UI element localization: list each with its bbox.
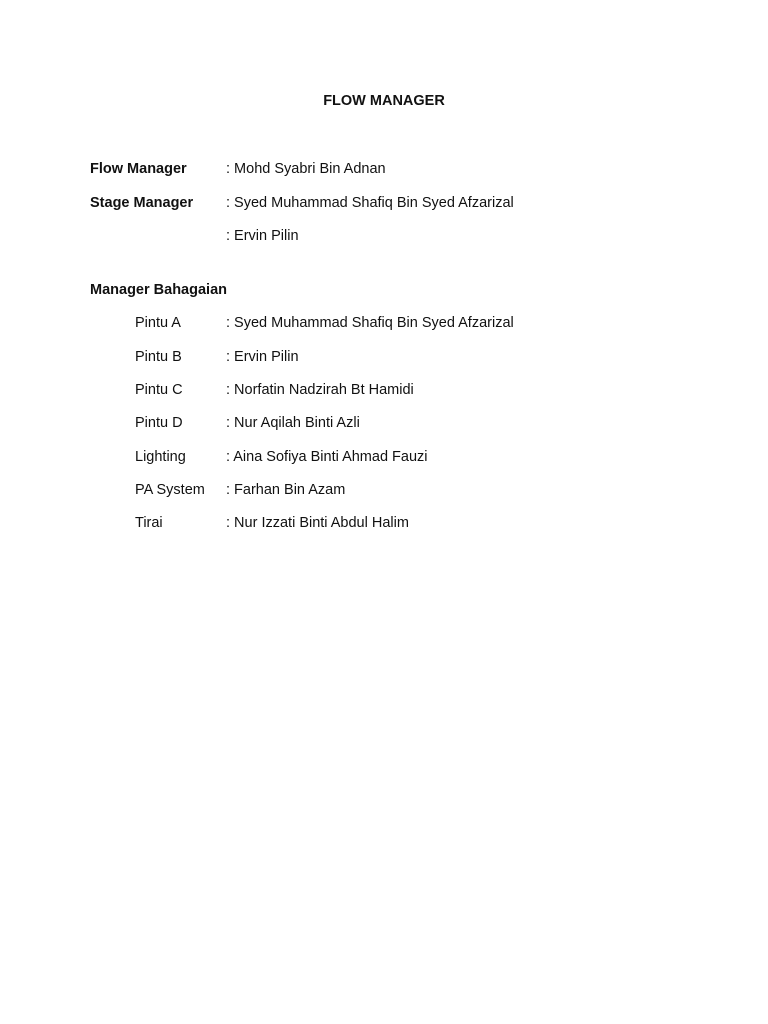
item-label: Pintu C (135, 382, 183, 398)
document-title: FLOW MANAGER (323, 93, 445, 109)
manager-value: : Mohd Syabri Bin Adnan (226, 161, 386, 177)
item-label: Lighting (135, 449, 186, 465)
item-value: : Syed Muhammad Shafiq Bin Syed Afzarizal (226, 315, 514, 331)
item-value: : Nur Aqilah Binti Azli (226, 415, 360, 431)
manager-value: : Syed Muhammad Shafiq Bin Syed Afzarizal (226, 195, 514, 211)
item-value: : Nur Izzati Binti Abdul Halim (226, 515, 409, 531)
item-label: Pintu A (135, 315, 181, 331)
manager-label: Flow Manager (90, 161, 187, 177)
item-value: : Farhan Bin Azam (226, 482, 346, 498)
item-label: Tirai (135, 515, 163, 531)
item-label: Pintu B (135, 349, 182, 365)
item-label: PA System (135, 482, 205, 498)
item-value: : Aina Sofiya Binti Ahmad Fauzi (226, 449, 428, 465)
manager-label: Stage Manager (90, 195, 194, 211)
item-value: : Ervin Pilin (226, 349, 299, 365)
section-heading: Manager Bahagaian (90, 282, 227, 298)
item-value: : Norfatin Nadzirah Bt Hamidi (226, 382, 414, 398)
item-label: Pintu D (135, 415, 183, 431)
manager-value: : Ervin Pilin (226, 228, 299, 244)
